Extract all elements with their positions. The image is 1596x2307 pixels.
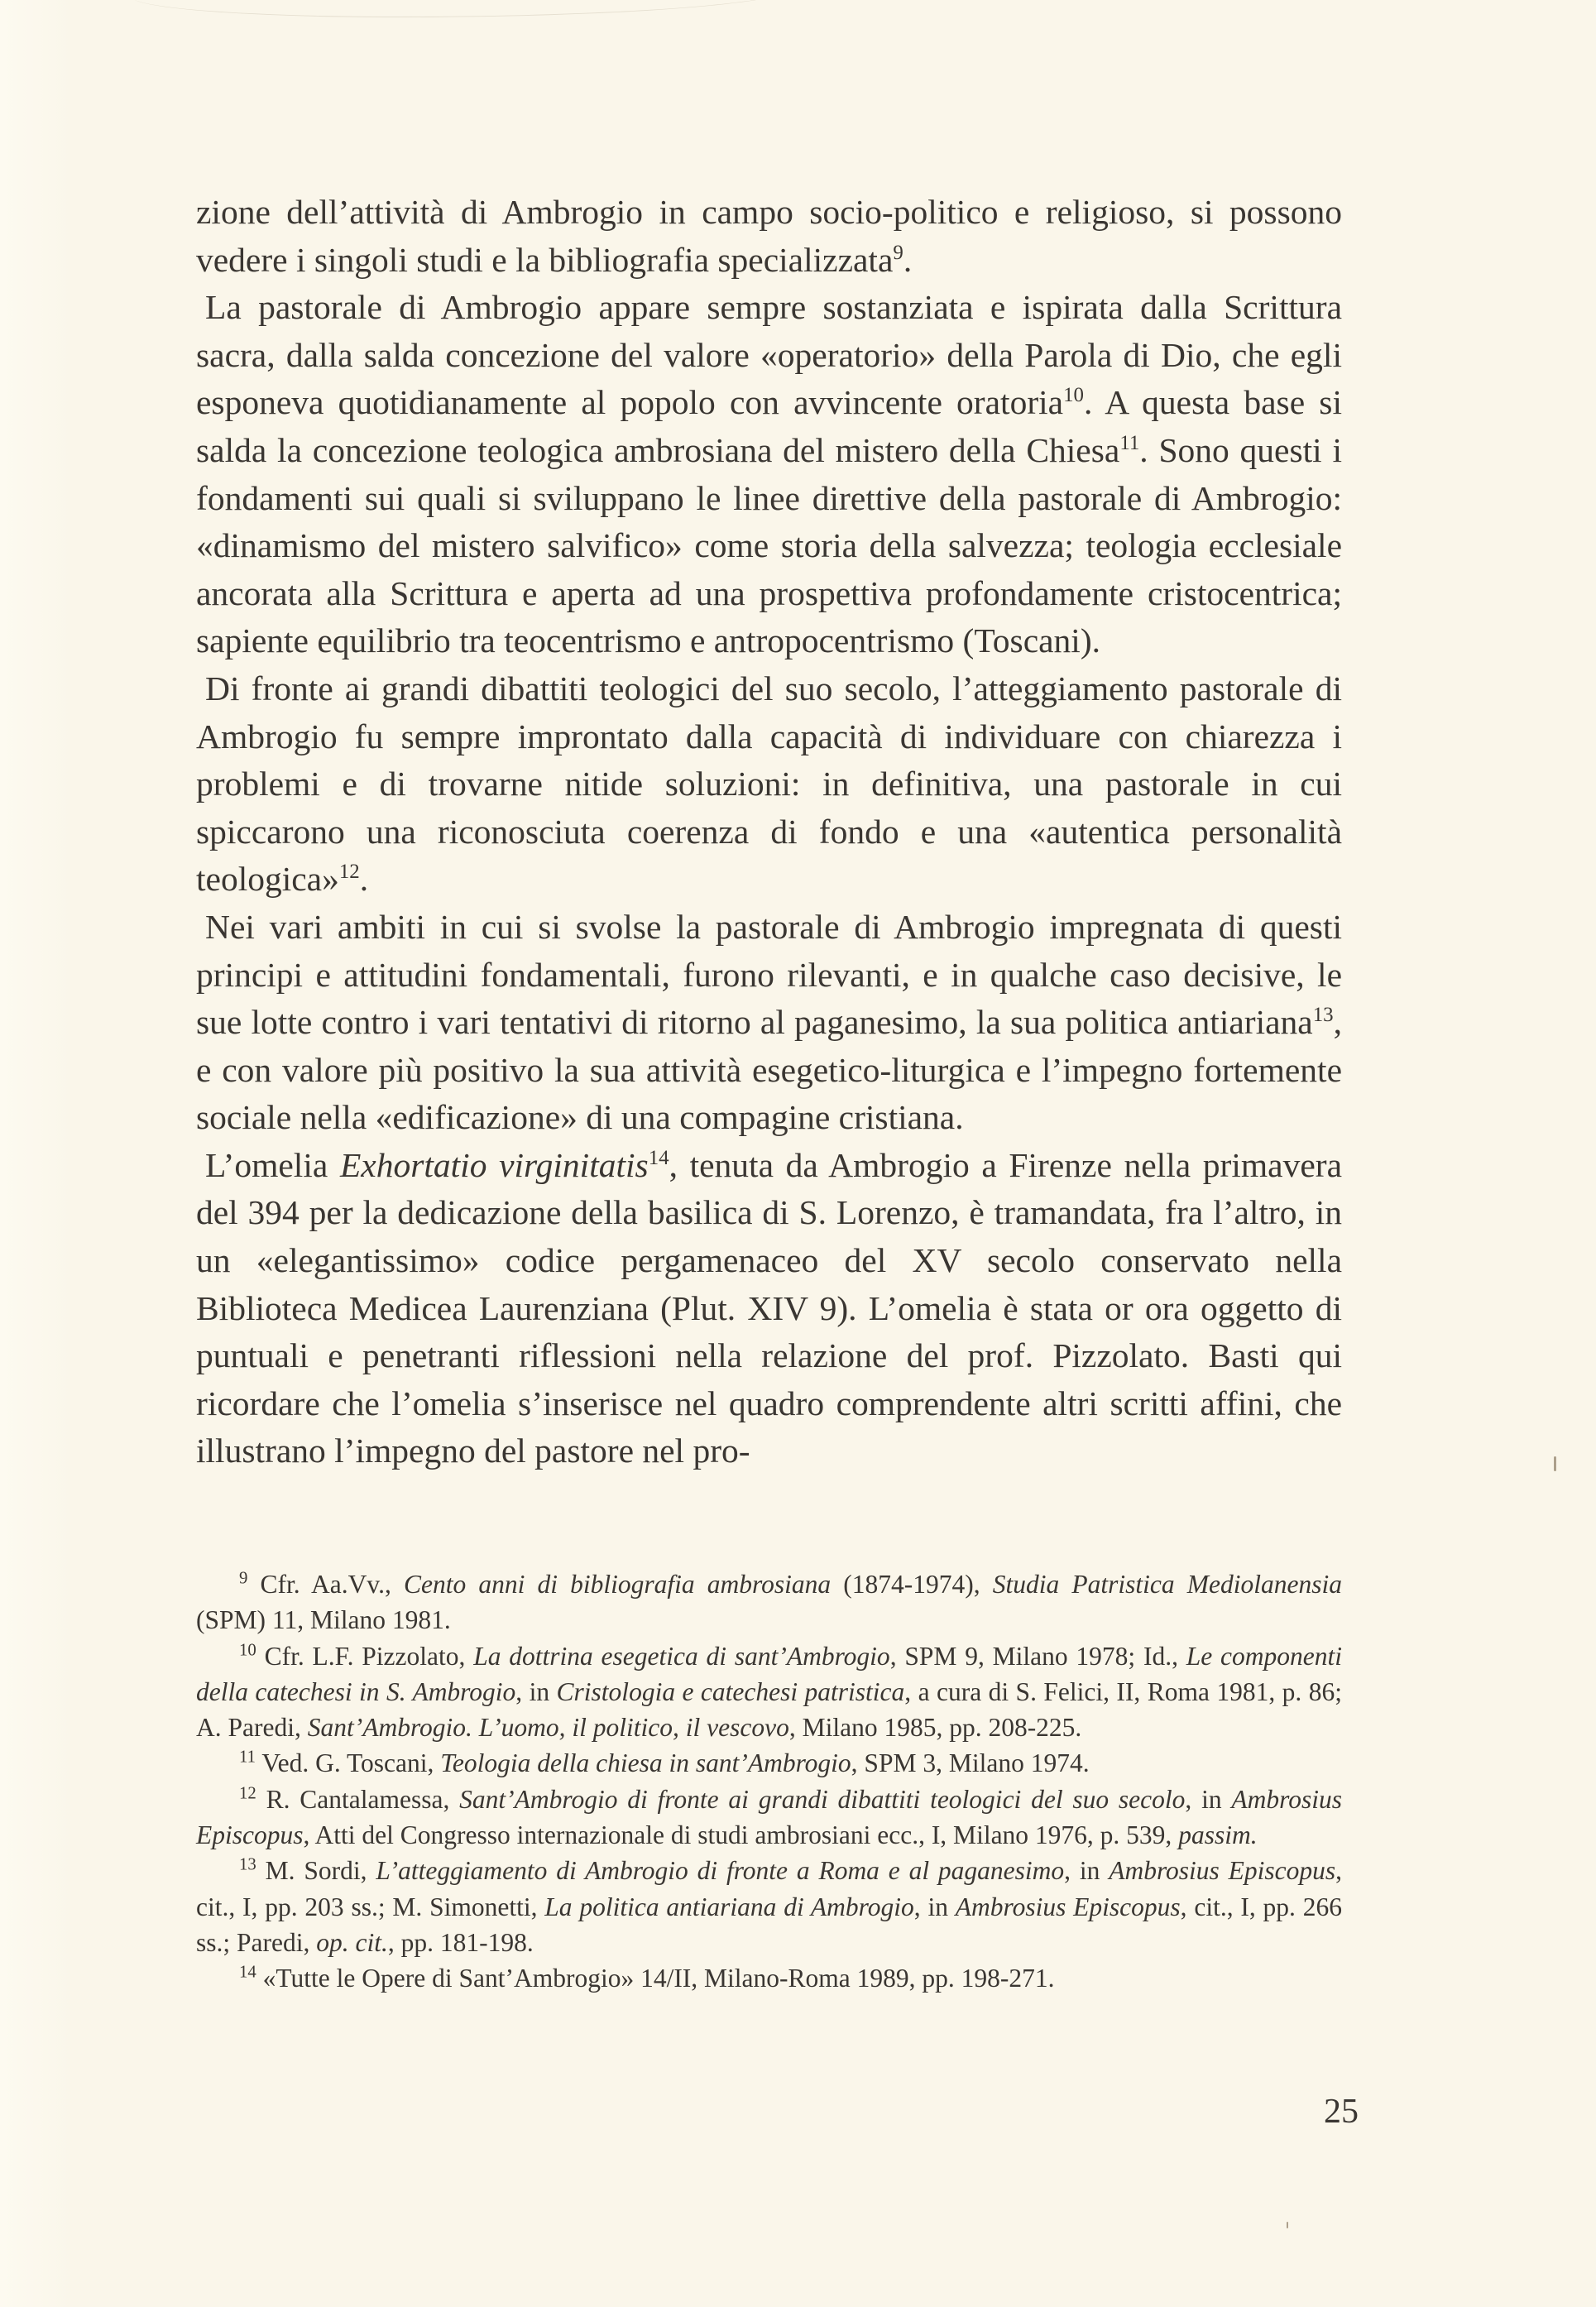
text-run: R. Cantalamessa, xyxy=(266,1784,460,1814)
italic-title: La dottrina esegetica di sant’Ambrogio xyxy=(473,1641,890,1671)
paper-speck xyxy=(1554,1456,1556,1471)
footnote-reference[interactable]: 10 xyxy=(1063,384,1084,407)
footnote-reference[interactable]: 9 xyxy=(893,241,903,264)
italic-title: Le componenti della catechesi in S. Ambrogio xyxy=(196,1641,1343,1706)
text-run: , cit., I, pp. 203 ss.; M. Simonetti, xyxy=(196,1856,1342,1921)
text-run: , a cura di S. Felici, II, Roma 1981, p. 86; A. Paredi, xyxy=(196,1676,1342,1743)
text-run: . A questa base si salda la concezione teologica ambrosiana del mistero della Chiesa xyxy=(196,383,1342,469)
body-paragraph xyxy=(196,1142,1342,1475)
text-run: zione dell’attività di Ambrogio in campo socio-politico e religioso, si possono vedere i singoli studi e la bibliografia specializzata xyxy=(196,193,1342,279)
footnote-reference[interactable]: 12 xyxy=(338,861,360,884)
italic-title: L’atteggiamento di Ambrogio di fronte a Roma e al paganesimo xyxy=(376,1856,1065,1886)
text-run: L’omelia xyxy=(205,1145,340,1184)
text-run: M. Sordi, xyxy=(265,1856,376,1886)
body-paragraph xyxy=(196,904,1342,1142)
italic-title: Studia Patristica Mediolanensia xyxy=(992,1570,1342,1599)
text-run: Cfr. L.F. Pizzolato, xyxy=(264,1641,474,1671)
text-run: , tenuta da Ambrogio a Firenze nella primavera del 394 per la dedicazione della basilica di S. Lorenzo, è tramandata, fra l’altro, in un «elegantissimo» codice pergamenaceo del XV secolo conservato nella Biblioteca Medicea Laurenziana (Plut. XIV 9). L’omelia è stata or ora oggetto di puntuali e penetranti riflessioni nella relazione del prof. Pizzolato. Basti qui ricordare che l’omelia s’inserisce nel quadro comprendente altri scritti affini, che illustrano l’impegno del pastore nel pro- xyxy=(196,1145,1343,1470)
text-run: , Atti del Congresso internazionale di studi ambrosiani ecc., I, Milano 1976, p. 539, xyxy=(303,1820,1179,1850)
text-run: Ved. G. Toscani, xyxy=(261,1748,441,1778)
body-paragraph xyxy=(196,189,1342,284)
text-run: , pp. 181-198. xyxy=(387,1927,534,1957)
footnote xyxy=(196,1638,1342,1746)
footnote-number: 9 xyxy=(239,1568,248,1588)
text-run: . Sono questi i fondamenti sui quali si sviluppano le linee direttive della pastorale di Ambrogio: «dinamismo del mistero salvifico» come storia della salvezza; teologia ecclesiale ancorata alla Scrittura e aperta ad una prospettiva profondamente cristocentrica; sapiente equilibrio tra teocentrismo e antropocentrismo (Toscani). xyxy=(196,430,1343,660)
text-run: , in xyxy=(1185,1784,1232,1814)
italic-title: Ambrosius Episcopus xyxy=(1109,1856,1336,1886)
text-run: , cit., I, pp. 266 ss.; Paredi, xyxy=(196,1892,1342,1957)
italic-title: Exhortatio virginitatis xyxy=(339,1145,649,1184)
text-run: . xyxy=(359,860,369,899)
footnotes xyxy=(196,1566,1342,1997)
body-text xyxy=(196,189,1342,1475)
footnote-reference[interactable]: 13 xyxy=(1312,1004,1334,1027)
italic-title: Sant’Ambrogio. L’uomo, il politico, il vescovo xyxy=(307,1713,789,1743)
footnote-number: 14 xyxy=(239,1962,256,1982)
text-run: , Milano 1985, pp. 208-225. xyxy=(788,1713,1082,1743)
text-run: , in xyxy=(913,1892,956,1921)
body-paragraph xyxy=(196,284,1342,665)
page-number: 25 xyxy=(1324,2093,1359,2131)
italic-title: op. cit. xyxy=(316,1927,388,1957)
footnote xyxy=(196,1566,1342,1638)
italic-title: La politica antiariana di Ambrogio xyxy=(544,1892,914,1921)
paper-speck xyxy=(1287,2222,1288,2228)
italic-title: Sant’Ambrogio di fronte ai grandi dibattiti teologici del suo secolo xyxy=(459,1784,1186,1814)
footnote xyxy=(196,1853,1342,1960)
italic-title: Ambrosius Episcopus xyxy=(196,1784,1342,1850)
footnote xyxy=(196,1960,1342,1996)
text-run: , in xyxy=(515,1676,557,1706)
text-run: , SPM 3, Milano 1974. xyxy=(851,1748,1090,1778)
footnote xyxy=(196,1745,1342,1781)
text-run: , in xyxy=(1064,1856,1110,1886)
italic-title: Cristologia e catechesi patristica xyxy=(556,1676,905,1706)
footnote-number: 11 xyxy=(239,1747,256,1767)
text-run: Nei vari ambiti in cui si svolse la pastorale di Ambrogio impregnata di questi principi e attitudini fondamentali, furono rilevanti, e in qualche caso decisive, le sue lotte contro i vari tentativi di ritorno al paganesimo, la sua politica antiariana xyxy=(196,907,1342,1042)
page-margin-shade xyxy=(0,0,74,2307)
text-run: (SPM) 11, Milano 1981. xyxy=(196,1605,451,1635)
italic-title: Cento anni di bibliografia ambrosiana xyxy=(404,1570,832,1599)
page-curl-line xyxy=(132,0,794,17)
footnote-number: 13 xyxy=(239,1854,256,1874)
text-run: La pastorale di Ambrogio appare sempre sostanziata e ispirata dalla Scrittura sacra, dalla salda concezione del valore «operatorio» della Parola di Dio, che egli esponeva quotidianamente al popolo con avvincente oratoria xyxy=(196,288,1342,422)
italic-title: Ambrosius Episcopus xyxy=(955,1892,1181,1921)
footnote-reference[interactable]: 14 xyxy=(648,1147,669,1170)
text-run: Di fronte ai grandi dibattiti teologici del suo secolo, l’atteggiamento pastorale di Ambrogio fu sempre improntato dalla capacità di individuare con chiarezza i problemi e di trovarne nitide soluzioni: in definitiva, una pastorale in cui spiccarono una riconosciuta coerenza di fondo e una «autentica personalità teologica» xyxy=(196,669,1342,899)
footnote xyxy=(196,1782,1342,1854)
body-paragraph xyxy=(196,665,1342,904)
text-run: (1874-1974), xyxy=(831,1570,993,1599)
text-run: , SPM 9, Milano 1978; Id., xyxy=(889,1641,1186,1671)
footnote-reference[interactable]: 11 xyxy=(1119,432,1140,455)
footnote-number: 12 xyxy=(239,1783,256,1803)
italic-title: passim. xyxy=(1178,1820,1258,1850)
text-run: Cfr. Aa.Vv., xyxy=(260,1570,404,1599)
text-run: . xyxy=(903,240,913,279)
text-run: , e con valore più positivo la sua attività esegetico-liturgica e l’impegno fortemente sociale nella «edificazione» di una compagine cristiana. xyxy=(196,1003,1342,1137)
text-run: «Tutte le Opere di Sant’Ambrogio» 14/II, Milano-Roma 1989, pp. 198-271. xyxy=(262,1964,1055,1993)
footnote-number: 10 xyxy=(239,1640,256,1660)
italic-title: Teologia della chiesa in sant’Ambrogio xyxy=(440,1748,851,1778)
